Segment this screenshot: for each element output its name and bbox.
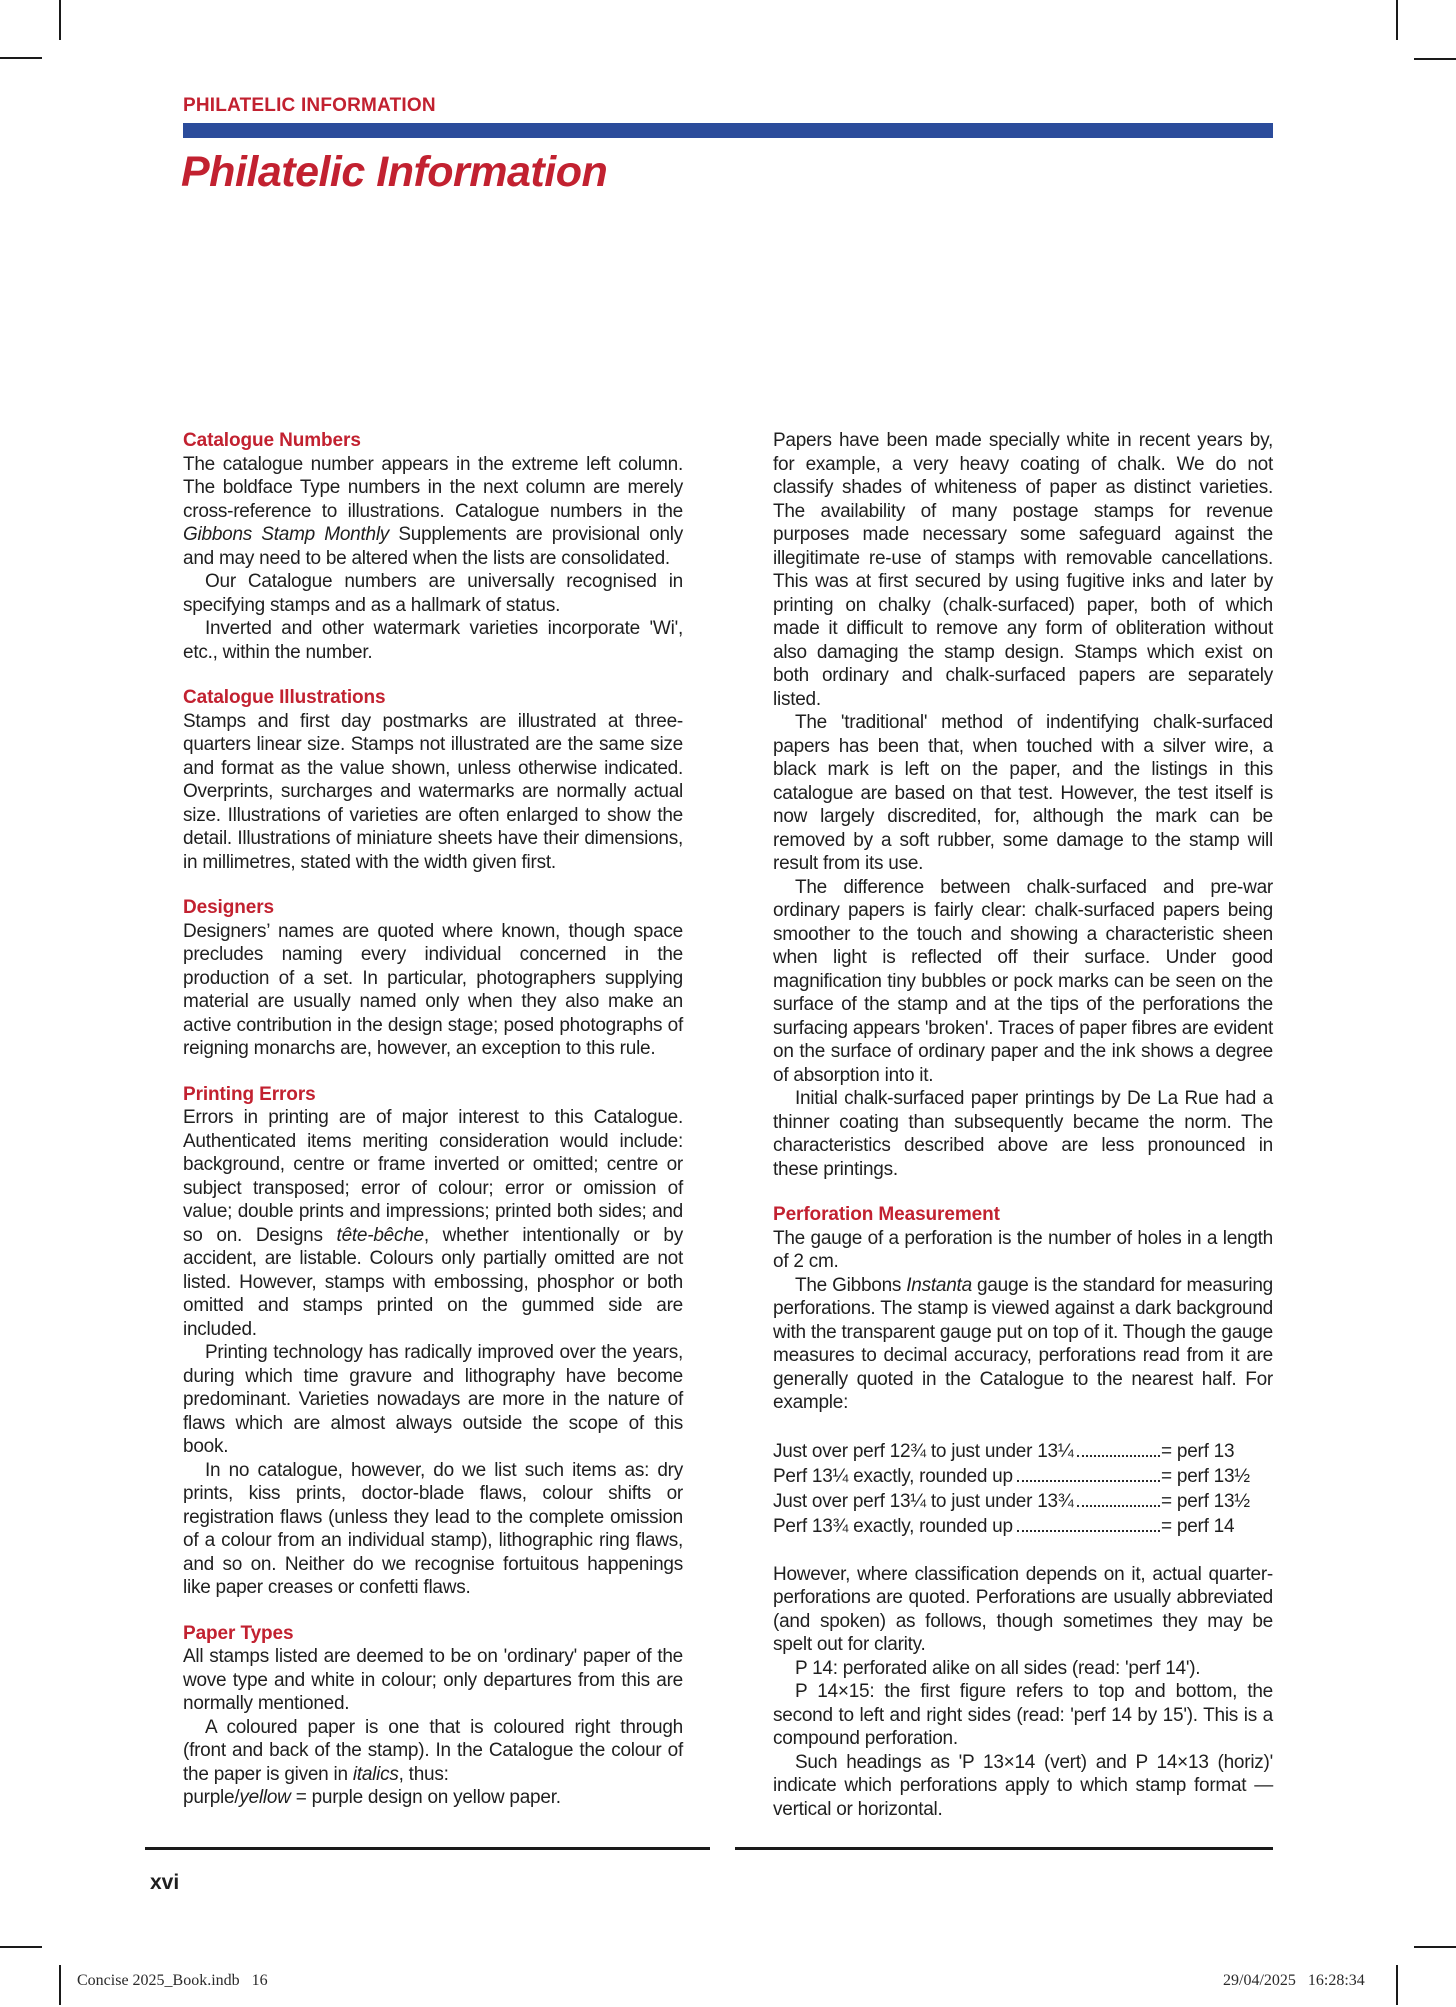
page-number: xvi [150, 1871, 180, 1894]
crop-mark-top-left-vertical [59, 0, 61, 40]
paragraph: The catalogue number appears in the extreme left column. The boldface Type numbers in the next column are merely cross-reference to illustrations. Catalogue numbers in the Gibbons Stamp Monthly Supplements are provisional only and may need to be altered when the lists are consolidated. [183, 453, 683, 569]
crop-mark-bottom-right-vertical [1396, 1965, 1398, 2005]
perf-rule-result: = perf 13½ [1161, 1490, 1250, 1512]
paragraph: All stamps listed are deemed to be on 'ordinary' paper of the wove type and white in colour; only departures from this are normally mentioned. [183, 1646, 683, 1714]
crop-mark-bottom-right-horizontal [1414, 1946, 1456, 1948]
crop-mark-top-right-horizontal [1414, 58, 1456, 60]
section-heading: Catalogue Numbers [183, 430, 361, 451]
paragraph: Our Catalogue numbers are universally recognised in specifying stamps and as a hallmark of status. [183, 571, 683, 616]
crop-mark-bottom-left-vertical [59, 1965, 61, 2005]
footer-rule-right [735, 1847, 1273, 1850]
paragraph: The gauge of a perforation is the number of holes in a length of 2 cm. [773, 1227, 1273, 1272]
section-paper-types-continued [773, 429, 1273, 1181]
paragraph: Errors in printing are of major interest to this Catalogue. Authenticated items meriting consideration would include: background, centre or frame inverted or omitted; centre or subject transposed; error of colour; error or omission of value; double prints and impressions; printed both sides; and so on. Designs tête-bêche, whether intentionally or by accident, are listable. Colours only partially omitted are not listed. However, stamps with embossing, phosphor or both omitted and stamps printed on the gummed side are included. [183, 1107, 683, 1340]
slug-datetime: 29/04/2025 16:28:34 [1223, 1972, 1365, 1989]
paragraph: Inverted and other watermark varieties incorporate 'Wi', etc., within the number. [183, 618, 683, 663]
perf-rule-label: Perf 13¾ exactly, rounded up [773, 1515, 1013, 1537]
perf-rule-label: Perf 13¼ exactly, rounded up [773, 1465, 1013, 1487]
section-printing-errors [183, 1083, 683, 1600]
paragraph: The 'traditional' method of indentifying chalk-surfaced papers has been that, when touched with a silver wire, a black mark is left on the paper, and the listings in this catalogue are based on that test. However, the test itself is now largely discredited, for, although the mark can be removed by a soft rubber, some damage to the stamp will result from its use. [773, 712, 1273, 874]
section-catalogue-illustrations [183, 686, 683, 874]
paragraph: purple/yellow = purple design on yellow paper. [183, 1787, 561, 1808]
section-heading: Designers [183, 897, 274, 918]
perforation-example-row [773, 1464, 1273, 1489]
paragraph: P 14: perforated alike on all sides (read: 'perf 14'). [795, 1657, 1201, 1679]
running-head: PHILATELIC INFORMATION [183, 95, 436, 116]
crop-mark-top-right-vertical [1396, 0, 1398, 40]
section-designers [183, 896, 683, 1061]
perforation-example-row [773, 1514, 1273, 1539]
perf-rule-result: = perf 13½ [1161, 1465, 1250, 1487]
perf-rule-label: Just over perf 12¾ to just under 13¼ [773, 1440, 1074, 1462]
paragraph: However, where classification depends on it, actual quarter-perforations are quoted. Perforations are usually abbreviated (and spoken) as follows, though sometimes they may be spelt out for clarity. [773, 1563, 1273, 1655]
paragraph: P 14×15: the first figure refers to top and bottom, the second to left and right sides (read: 'perf 14 by 15'). This is a compound perforation. [773, 1681, 1273, 1749]
paragraph: Such headings as 'P 13×14 (vert) and P 14×13 (horiz)' indicate which perforations apply to which stamp format — vertical or horizontal. [773, 1751, 1273, 1820]
paragraph: Papers have been made specially white in recent years by, for example, a very heavy coating of chalk. We do not classify shades of whiteness of paper as distinct varieties. The availability of many postage stamps for revenue purposes made necessary some safeguard against the illegitimate re-use of stamps with removable cancellations. This was at first secured by using fugitive inks and later by printing on chalky (chalk-surfaced) paper, both of which made it difficult to remove any form of obliteration without also damaging the stamp design. Stamps which exist on both ordinary and chalk-surfaced papers are separately listed. [773, 430, 1273, 710]
section-heading: Paper Types [183, 1622, 294, 1644]
perforation-example-row [773, 1439, 1273, 1464]
perforation-examples-list [773, 1439, 1273, 1539]
dot-leader [1017, 1480, 1160, 1482]
paragraph: Stamps and first day postmarks are illustrated at three-quarters linear size. Stamps not illustrated are the same size and format as the value shown, unless otherwise indicated. Overprints, surcharges and watermarks are normally actual size. Illustrations of varieties are often enlarged to show the detail. Illustrations of miniature sheets have their dimensions, in millimetres, stated with the width given first. [183, 710, 683, 873]
section-heading: Catalogue Illustrations [183, 687, 386, 708]
right-column [773, 429, 1273, 1821]
perf-rule-label: Just over perf 13¼ to just under 13¾ [773, 1490, 1074, 1512]
paragraph: Initial chalk-surfaced paper printings by De La Rue had a thinner coating than subsequently became the norm. The characteristics described above are less pronounced in these printings. [773, 1088, 1273, 1180]
dot-leader [1077, 1455, 1160, 1457]
crop-mark-bottom-left-horizontal [0, 1946, 42, 1948]
dot-leader [1077, 1505, 1160, 1507]
perforation-example-row [773, 1489, 1273, 1514]
page-title: Philatelic Information [181, 148, 608, 196]
paragraph: Printing technology has radically improved over the years, during which time gravure and lithography have become predominant. Varieties nowadays are more in the nature of flaws which are almost always outside the scope of this book. [183, 1342, 683, 1457]
footer-rule-left [145, 1847, 710, 1850]
perf-rule-result: = perf 13 [1161, 1440, 1235, 1462]
paragraph: Designers’ names are quoted where known, though space precludes naming every individual concerned in the production of a set. In particular, photographers supplying material are usually named only when they also make an active contribution in the design stage; posed photographs of reigning monarchs are, however, an exception to this rule. [183, 920, 683, 1059]
perf-rule-result: = perf 14 [1161, 1515, 1235, 1537]
slug-filename: Concise 2025_Book.indb 16 [77, 1972, 268, 1989]
section-perforation-measurement [773, 1203, 1273, 1821]
section-catalogue-numbers [183, 429, 683, 664]
dot-leader [1017, 1530, 1160, 1532]
crop-mark-top-left-horizontal [0, 57, 42, 59]
paragraph: The Gibbons Instanta gauge is the standard for measuring perforations. The stamp is viewed against a dark background with the transparent gauge put on top of it. Though the gauge measures to decimal accuracy, perforations read from it are generally quoted in the Catalogue to the nearest half. For example: [773, 1274, 1273, 1413]
section-heading: Printing Errors [183, 1083, 316, 1105]
paragraph: The difference between chalk-surfaced and pre-war ordinary papers is fairly clear: chalk-surfaced papers being smoother to the touch and showing a characteristic sheen when light is reflected off their surface. Under good magnification tiny bubbles or pock marks can be seen on the surface of the stamp and at the tips of the perforations the surfacing appears 'broken'. Traces of paper fibres are evident on the surface of ordinary paper and the ink shows a degree of absorption into it. [773, 876, 1273, 1086]
section-heading: Perforation Measurement [773, 1204, 1000, 1225]
section-paper-types [183, 1622, 683, 1810]
left-column [183, 429, 683, 1821]
paragraph: In no catalogue, however, do we list such items as: dry prints, kiss prints, doctor-blade flaws, colour shifts or registration flaws (unless they lead to the complete omission of a colour from an individual stamp), lithographic ring flaws, and so on. Neither do we recognise fortuitous happenings like paper creases or confetti flaws. [183, 1459, 683, 1598]
text-columns [183, 429, 1273, 1821]
paragraph: A coloured paper is one that is coloured right through (front and back of the stamp). In the Catalogue the colour of the paper is given in italics, thus: [183, 1716, 683, 1785]
header-rule-bar [183, 123, 1273, 138]
